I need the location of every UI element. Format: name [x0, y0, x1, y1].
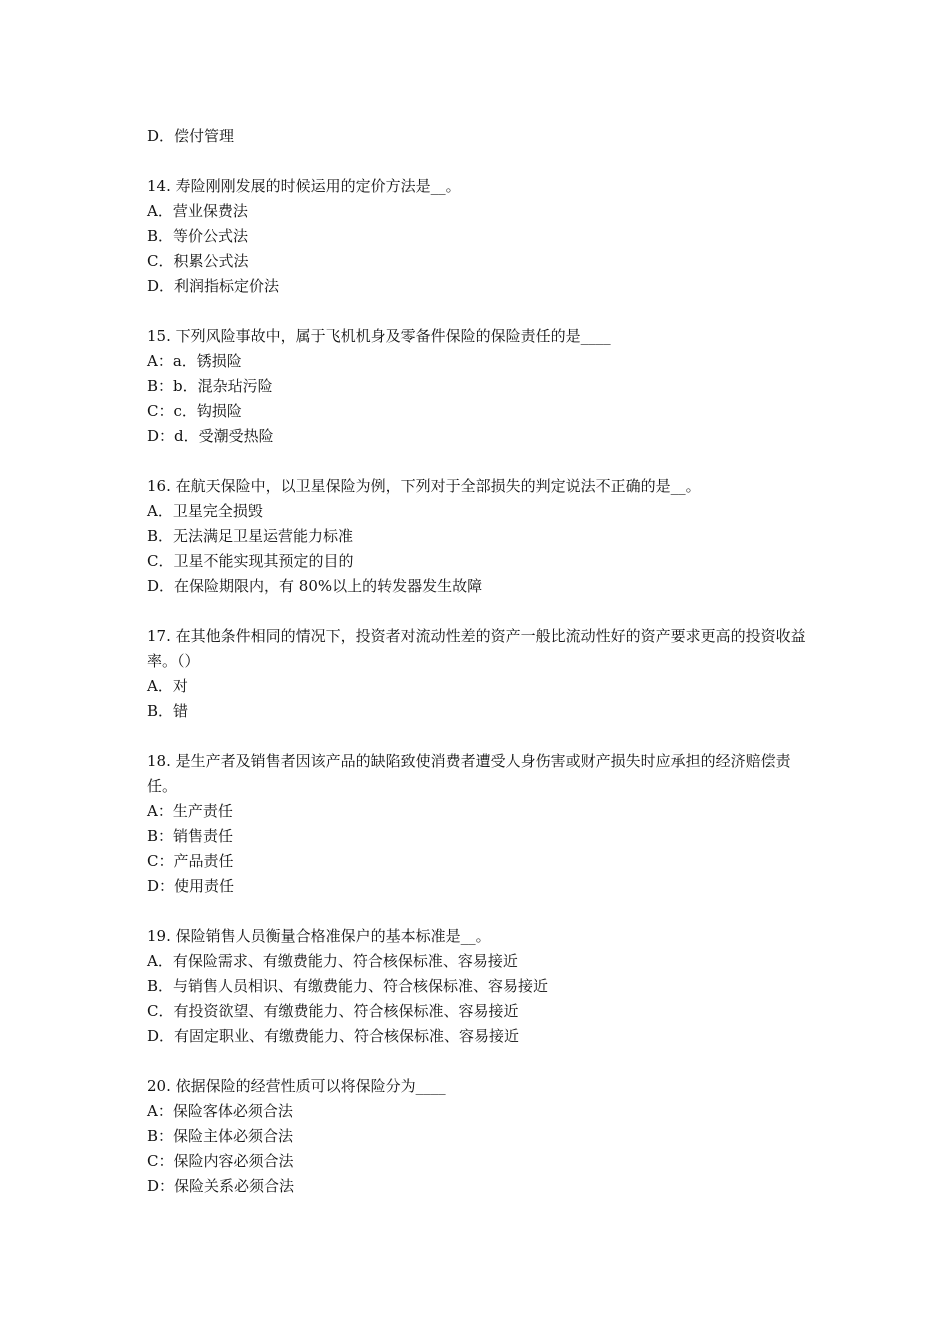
option: C：c．钩损险 [147, 402, 242, 420]
question-16 [147, 474, 817, 599]
option: D：使用责任 [147, 877, 235, 895]
spacer [147, 724, 817, 749]
option: B．错 [147, 702, 189, 720]
option: A：保险客体必须合法 [147, 1102, 293, 1120]
question-stem: 16. 在航天保险中，以卫星保险为例，下列对于全部损失的判定说法不正确的是__。 [147, 477, 701, 495]
option: A．有保险需求、有缴费能力、符合核保标准、容易接近 [147, 952, 518, 970]
question-20 [147, 1074, 817, 1199]
question-stem: 20. 依据保险的经营性质可以将保险分为____ [147, 1077, 446, 1095]
option: C：产品责任 [147, 852, 234, 870]
option: D．利润指标定价法 [147, 277, 280, 295]
option: A．卫星完全损毁 [147, 502, 263, 520]
option: A．营业保费法 [147, 202, 248, 220]
spacer [147, 449, 817, 474]
option: B：销售责任 [147, 827, 234, 845]
question-stem: 15. 下列风险事故中，属于飞机机身及零备件保险的保险责任的是____ [147, 327, 611, 345]
option: A：生产责任 [147, 802, 233, 820]
question-stem: 14. 寿险刚刚发展的时候运用的定价方法是__。 [147, 177, 461, 195]
option: D：保险关系必须合法 [147, 1177, 295, 1195]
question-stem: 19. 保险销售人员衡量合格准保户的基本标准是__。 [147, 927, 491, 945]
question-18 [147, 749, 817, 899]
option: A．对 [147, 677, 188, 695]
option: D．在保险期限内，有 80%以上的转发器发生故障 [147, 577, 483, 595]
question-14 [147, 174, 817, 299]
orphan-option: D．偿付管理 [147, 127, 235, 145]
option: C．卫星不能实现其预定的目的 [147, 552, 354, 570]
option: A：a．锈损险 [147, 352, 242, 370]
option: D：d．受潮受热险 [147, 427, 274, 445]
question-stem: 18. 是生产者及销售者因该产品的缺陷致使消费者遭受人身伤害或财产损失时应承担的经济赔偿责任。 [147, 752, 791, 795]
option: C：保险内容必须合法 [147, 1152, 294, 1170]
option: B：保险主体必须合法 [147, 1127, 294, 1145]
document-page [147, 124, 817, 1199]
spacer [147, 899, 817, 924]
question-19 [147, 924, 817, 1049]
option: D．有固定职业、有缴费能力、符合核保标准、容易接近 [147, 1027, 520, 1045]
option: B．与销售人员相识、有缴费能力、符合核保标准、容易接近 [147, 977, 549, 995]
spacer [147, 1049, 817, 1074]
spacer [147, 149, 817, 174]
spacer [147, 299, 817, 324]
option: B．无法满足卫星运营能力标准 [147, 527, 354, 545]
question-15 [147, 324, 817, 449]
option: B：b．混杂玷污险 [147, 377, 273, 395]
option: B．等价公式法 [147, 227, 249, 245]
question-stem: 17. 在其他条件相同的情况下，投资者对流动性差的资产一般比流动性好的资产要求更高的投资收益率。（） [147, 627, 806, 670]
option: C．积累公式法 [147, 252, 249, 270]
option: C．有投资欲望、有缴费能力、符合核保标准、容易接近 [147, 1002, 519, 1020]
question-17 [147, 624, 817, 724]
spacer [147, 599, 817, 624]
